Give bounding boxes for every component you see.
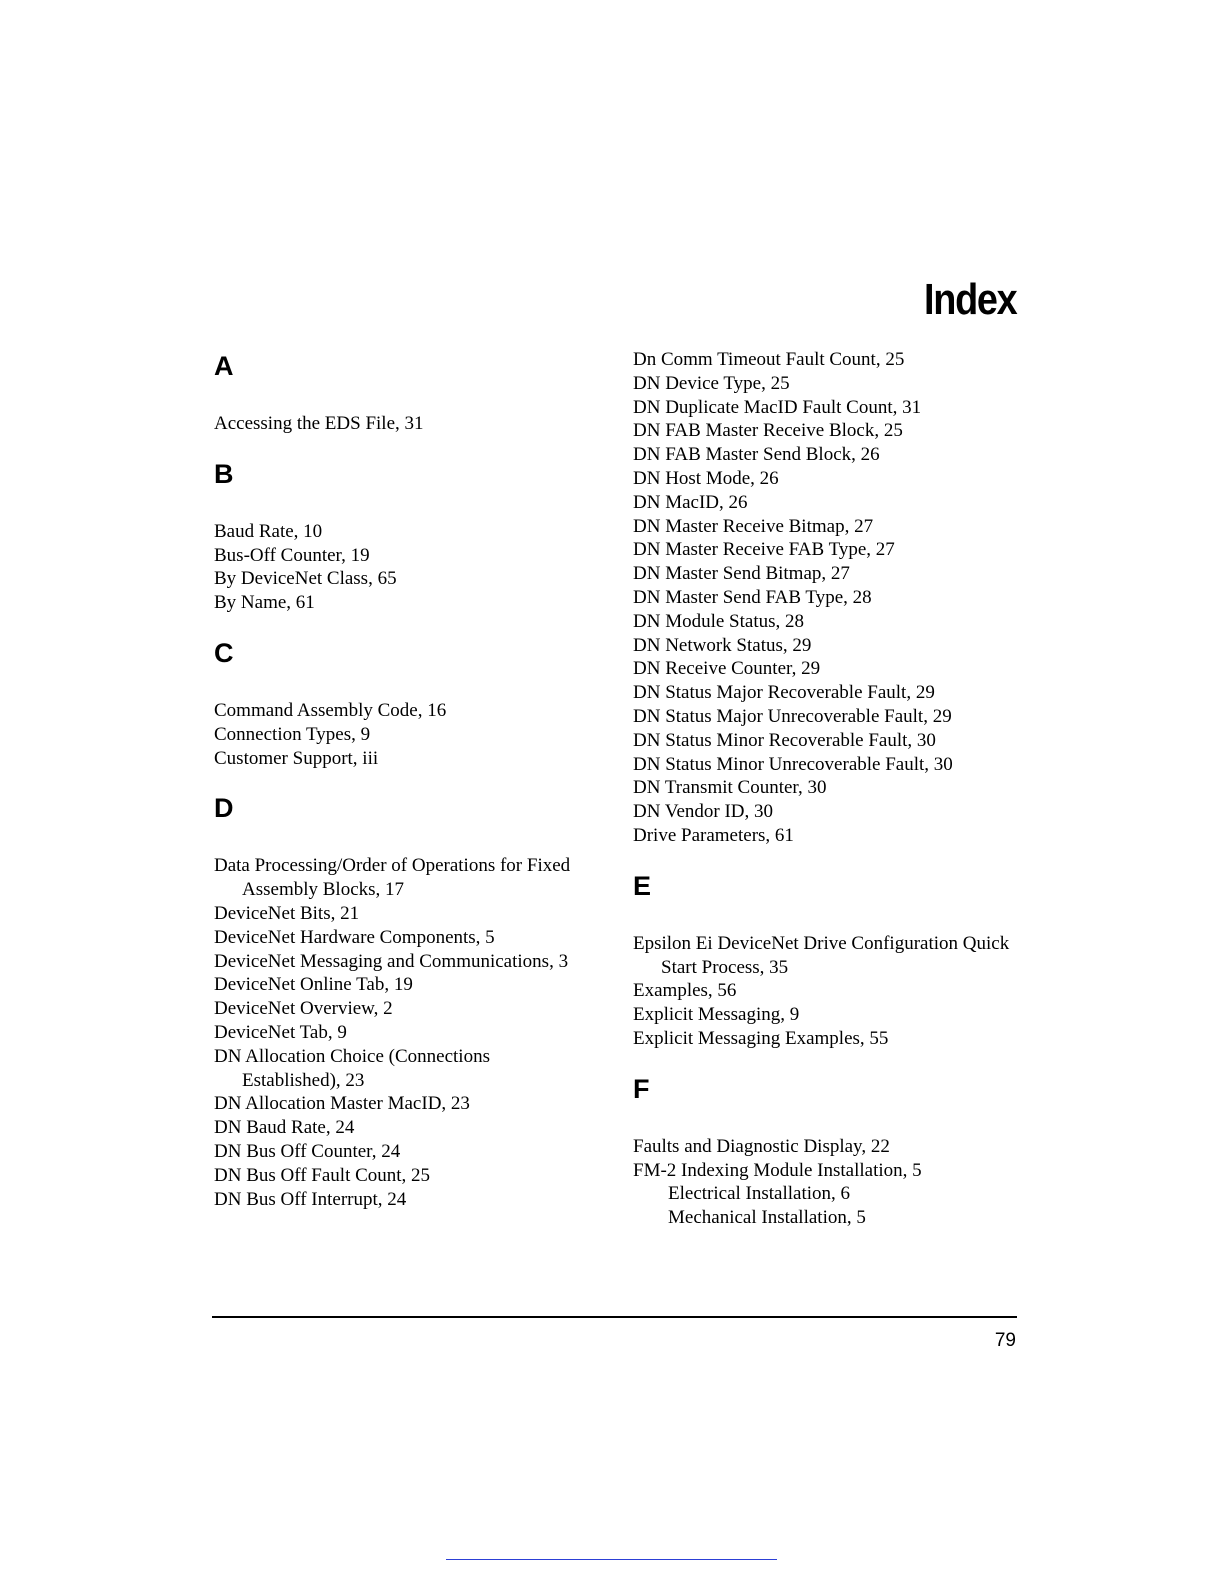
index-entry: DeviceNet Hardware Components, 5 [214,926,495,948]
index-entry: DeviceNet Messaging and Communications, 3 [214,950,569,972]
index-subentry: Mechanical Installation, 5 [668,1207,866,1229]
index-entry: DeviceNet Overview, 2 [214,998,393,1020]
index-entry: Data Processing/Order of Operations for Fixed Assembly Blocks, 17 [214,855,571,901]
index-entry: DN Master Send Bitmap, 27 [633,563,850,585]
index-entry: DN FAB Master Receive Block, 25 [633,420,903,442]
index-entry: Drive Parameters, 61 [633,824,794,846]
index-entry: DN Baud Rate, 24 [214,1117,355,1139]
index-entry: DN Transmit Counter, 30 [633,777,827,799]
index-entry: Customer Support, iii [214,747,379,769]
section-d-entries [214,854,614,1211]
page-title: Index [923,275,1016,324]
index-entry: Command Assembly Code, 16 [214,699,447,721]
index-entry: By DeviceNet Class, 65 [214,568,397,590]
index-entry: DN Allocation Choice (Connections Established), 23 [214,1045,490,1091]
index-entry: DN Master Receive Bitmap, 27 [633,515,874,537]
index-column-right [633,348,1033,1230]
index-entry: DN Master Send FAB Type, 28 [633,586,872,608]
section-b-entries [214,520,614,615]
index-entry: DN Master Receive FAB Type, 27 [633,539,895,561]
section-letter-d: D [214,793,234,824]
index-entry: DN MacID, 26 [633,491,748,513]
section-letter-e: E [633,870,652,901]
index-entry: DeviceNet Tab, 9 [214,1021,347,1043]
index-entry: DN Vendor ID, 30 [633,801,774,823]
index-entry: DN Status Minor Unrecoverable Fault, 30 [633,753,953,775]
index-entry: DeviceNet Online Tab, 19 [214,974,413,996]
index-entry: DN Bus Off Fault Count, 25 [214,1164,431,1186]
section-letter-c: C [214,637,234,668]
section-d-continued-entries [633,348,1033,848]
index-entry: DN Status Minor Recoverable Fault, 30 [633,729,936,751]
index-column-left [214,348,614,1211]
link-underline [446,1559,777,1560]
index-subentry: Electrical Installation, 6 [668,1183,851,1205]
section-c-entries [214,699,614,770]
index-entry: DN Bus Off Counter, 24 [214,1140,401,1162]
index-entry: DN Status Major Unrecoverable Fault, 29 [633,705,952,727]
index-entry: DN Network Status, 29 [633,634,812,656]
page-number: 79 [994,1330,1016,1351]
index-entry: Examples, 56 [633,980,737,1002]
index-entry: DN Duplicate MacID Fault Count, 31 [633,396,922,418]
section-a-entries [214,412,614,436]
index-entry: DeviceNet Bits, 21 [214,902,360,924]
index-entry: Faults and Diagnostic Display, 22 [633,1135,890,1157]
section-letter-b: B [214,458,234,489]
index-entry: DN Bus Off Interrupt, 24 [214,1188,407,1210]
footer-rule [212,1316,1017,1318]
section-letter-a: A [214,351,234,381]
section-e-entries [633,932,1033,1051]
index-entry: Explicit Messaging, 9 [633,1004,800,1026]
index-entry: DN Status Major Recoverable Fault, 29 [633,682,935,704]
index-entry: DN Receive Counter, 29 [633,658,821,680]
index-entry: FM-2 Indexing Module Installation, 5 [633,1159,922,1181]
index-entry: Dn Comm Timeout Fault Count, 25 [633,349,905,370]
index-entry: By Name, 61 [214,592,315,614]
index-entry: DN Allocation Master MacID, 23 [214,1093,470,1115]
index-entry: DN Device Type, 25 [633,372,790,394]
index-entry: Baud Rate, 10 [214,520,323,542]
index-entry: Bus-Off Counter, 19 [214,544,370,566]
section-f-entries [633,1135,1033,1230]
index-entry: Explicit Messaging Examples, 55 [633,1027,889,1049]
index-entry: Accessing the EDS File, 31 [214,413,424,434]
index-entry: DN FAB Master Send Block, 26 [633,444,880,466]
index-entry: DN Module Status, 28 [633,610,804,632]
section-letter-f: F [633,1073,650,1104]
index-entry: Epsilon Ei DeviceNet Drive Configuration Quick Start Process, 35 [633,932,1010,978]
index-entry: Connection Types, 9 [214,723,371,745]
index-entry: DN Host Mode, 26 [633,467,779,489]
